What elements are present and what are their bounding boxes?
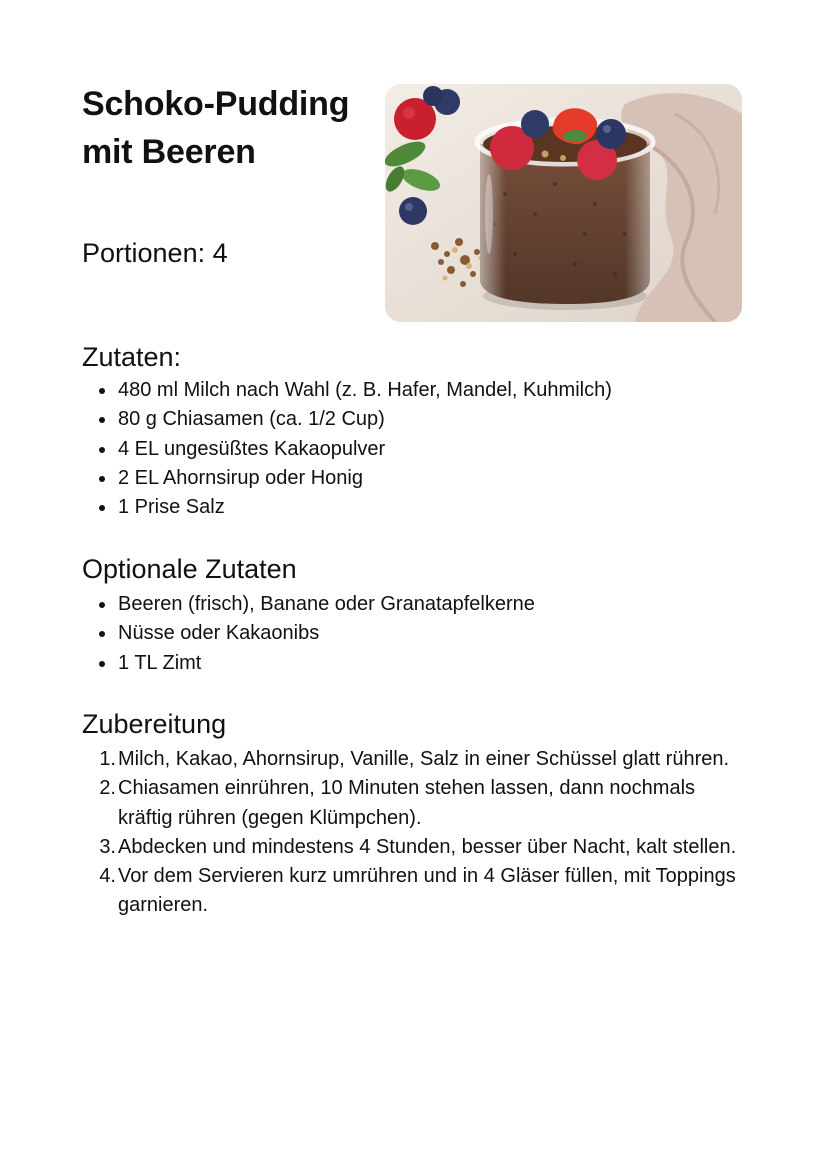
list-item: 1 TL Zimt <box>82 649 752 678</box>
list-item: 4 EL ungesüßtes Kakaopulver <box>82 435 752 464</box>
list-item: 80 g Chiasamen (ca. 1/2 Cup) <box>82 405 752 434</box>
ingredients-list <box>82 376 752 522</box>
step-text: Milch, Kakao, Ahornsirup, Vanille, Salz in einer Schüssel glatt rühren. <box>118 748 730 770</box>
step-text: Vor dem Servieren kurz umrühren und in 4 Gläser füllen, mit Toppings garnieren. <box>118 865 736 917</box>
servings-label: Portionen: 4 <box>82 238 228 268</box>
step-number: 1. <box>99 748 116 770</box>
list-item: 2 EL Ahornsirup oder Honig <box>82 464 752 493</box>
step-item <box>82 862 747 921</box>
step-text: Abdecken und mindestens 4 Stunden, besser über Nacht, kalt stellen. <box>118 835 737 858</box>
page-title: Schoko-Pudding mit Beeren <box>82 85 350 171</box>
step-item <box>82 745 747 774</box>
step-item <box>82 833 747 862</box>
optional-ingredients-list <box>82 590 752 678</box>
preparation-heading: Zubereitung <box>82 709 227 739</box>
optional-ingredients-heading: Optionale Zutaten <box>82 554 297 584</box>
ingredients-heading: Zutaten: <box>82 342 182 372</box>
step-item <box>82 774 747 833</box>
list-item: 480 ml Milch nach Wahl (z. B. Hafer, Mandel, Kuhmilch) <box>82 376 752 405</box>
list-item: 1 Prise Salz <box>82 493 752 522</box>
preparation-steps <box>82 745 747 921</box>
step-number: 2. <box>99 777 116 800</box>
list-item: Beeren (frisch), Banane oder Granatapfelkerne <box>82 590 752 619</box>
list-item: Nüsse oder Kakaonibs <box>82 619 752 648</box>
step-number: 4. <box>99 865 116 888</box>
step-text: Chiasamen einrühren, 10 Minuten stehen lassen, dann nochmals kräftig rühren (gegen Klümpchen). <box>118 777 696 829</box>
step-number: 3. <box>99 835 116 858</box>
recipe-photo <box>385 84 742 322</box>
